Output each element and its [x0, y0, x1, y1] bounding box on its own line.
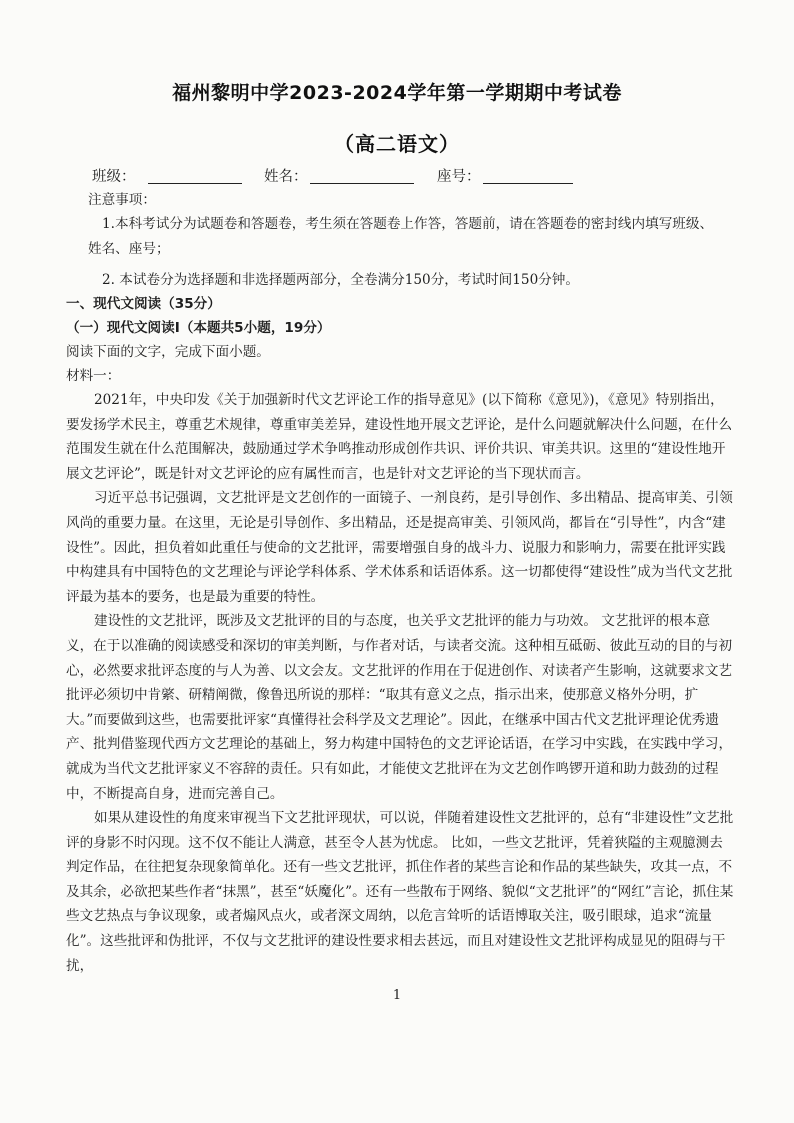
reading-instruction: 阅读下面的文字，完成下面小题。	[66, 344, 270, 360]
class-label: 班级：	[92, 169, 136, 185]
name-label: 姓名：	[264, 169, 308, 185]
part-heading: （一）现代文阅读Ⅰ（本题共5小题，19分）	[66, 320, 331, 336]
article-paragraph: 如果从建设性的角度来审视当下文艺批评现状，可以说，伴随着建设性文艺批评的，总有“非建设性”文艺批评的身影不时闪现。这不仅不能让人满意，甚至令人甚为忧虑。 比如，一些文艺批评，凭着狭隘的主观臆测去判定作品，在往把复杂现象简单化。还有一些文艺批评，抓住作者的某些言论和作品的某些缺失，攻其一点，不及其余，必欲把某些作者“抹黑”，甚至“妖魔化”。还有一些散布于网络、貌似“文艺批评”的“网红”言论，抓住某些文艺热点与争议现象，或者煽风点火，或者深文周纳，以危言耸听的话语博取关注，吸引眼球，追求“流量化”。这些批评和伪批评，不仅与文艺批评的建设性要求相去甚远，而且对建设性文艺批评构成显见的阻碍与干扰，	[66, 810, 734, 974]
notice-heading: 注意事项：	[88, 192, 156, 208]
notice-item-2: 2. 本试卷分为选择题和非选择题两部分，全卷满分150分，考试时间150分钟。	[102, 272, 579, 288]
name-blank[interactable]	[310, 183, 414, 184]
exam-subtitle: （高二语文）	[334, 132, 460, 156]
article-paragraph: 习近平总书记强调，文艺批评是文艺创作的一面镜子、一剂良药，是引导创作、多出精品、提高审美、引领风尚的重要力量。在这里，无论是引导创作、多出精品，还是提高审美、引领风尚，都旨在“引导性”，内含“建设性”。因此，担负着如此重任与使命的文艺批评，需要增强自身的战斗力、说服力和影响力，需要在批评实践中构建具有中国特色的文艺理论与评论学科体系、学术体系和话语体系。这一切都使得“建设性”成为当代文艺批评最为基本的要务，也是最为重要的特性。	[66, 490, 733, 605]
article-body	[66, 388, 736, 978]
exam-title: 福州黎明中学2023-2024学年第一学期期中考试卷	[172, 82, 622, 104]
material-label: 材料一：	[66, 368, 121, 384]
seat-blank[interactable]	[483, 183, 573, 184]
article-paragraph: 2021年，中央印发《关于加强新时代文艺评论工作的指导意见》(以下简称《意见》)，《意见》特别指出，要发扬学术民主，尊重艺术规律，尊重审美差异，建设性地开展文艺评论，是什么问题就解决什么问题，在什么范围发生就在什么范围解决，鼓励通过学术争鸣推动形成创作共识、评价共识、审美共识。这里的“建设性地开展文艺评论”，既是针对文艺评论的应有属性而言，也是针对文艺评论的当下现状而言。	[66, 392, 733, 482]
notice-item-1: 1.本科考试分为试题卷和答题卷，考生须在答题卷上作答，答题前，请在答题卷的密封线内填写班级、姓名、座号；	[88, 216, 714, 257]
class-blank[interactable]	[148, 183, 242, 184]
page-number: 1	[392, 988, 402, 1003]
student-info-row	[92, 165, 612, 187]
section-heading: 一、现代文阅读（35分）	[66, 296, 221, 312]
article-paragraph: 建设性的文艺批评，既涉及文艺批评的目的与态度，也关乎文艺批评的能力与功效。 文艺批评的根本意义，在于以准确的阅读感受和深切的审美判断，与作者对话，与读者交流。这种相互砥砺、彼此互动的目的与初心，必然要求批评态度的与人为善、以文会友。文艺批评的作用在于促进创作、对读者产生影响，这就要求文艺批评必须切中肯綮、研精阐微，像鲁迅所说的那样：“取其有意义之点，指示出来，使那意义格外分明，扩大。”而要做到这些，也需要批评家“真懂得社会科学及文艺理论”。因此，在继承中国古代文艺批评理论优秀遗产、批判借鉴现代西方文艺理论的基础上，努力构建中国特色的文艺评论话语，在学习中实践，在实践中学习，就成为当代文艺批评家义不容辞的责任。只有如此，才能使文艺批评在为文艺创作鸣锣开道和助力鼓劲的过程中，不断提高自身，进而完善自己。	[66, 613, 733, 802]
seat-label: 座号：	[437, 169, 481, 185]
